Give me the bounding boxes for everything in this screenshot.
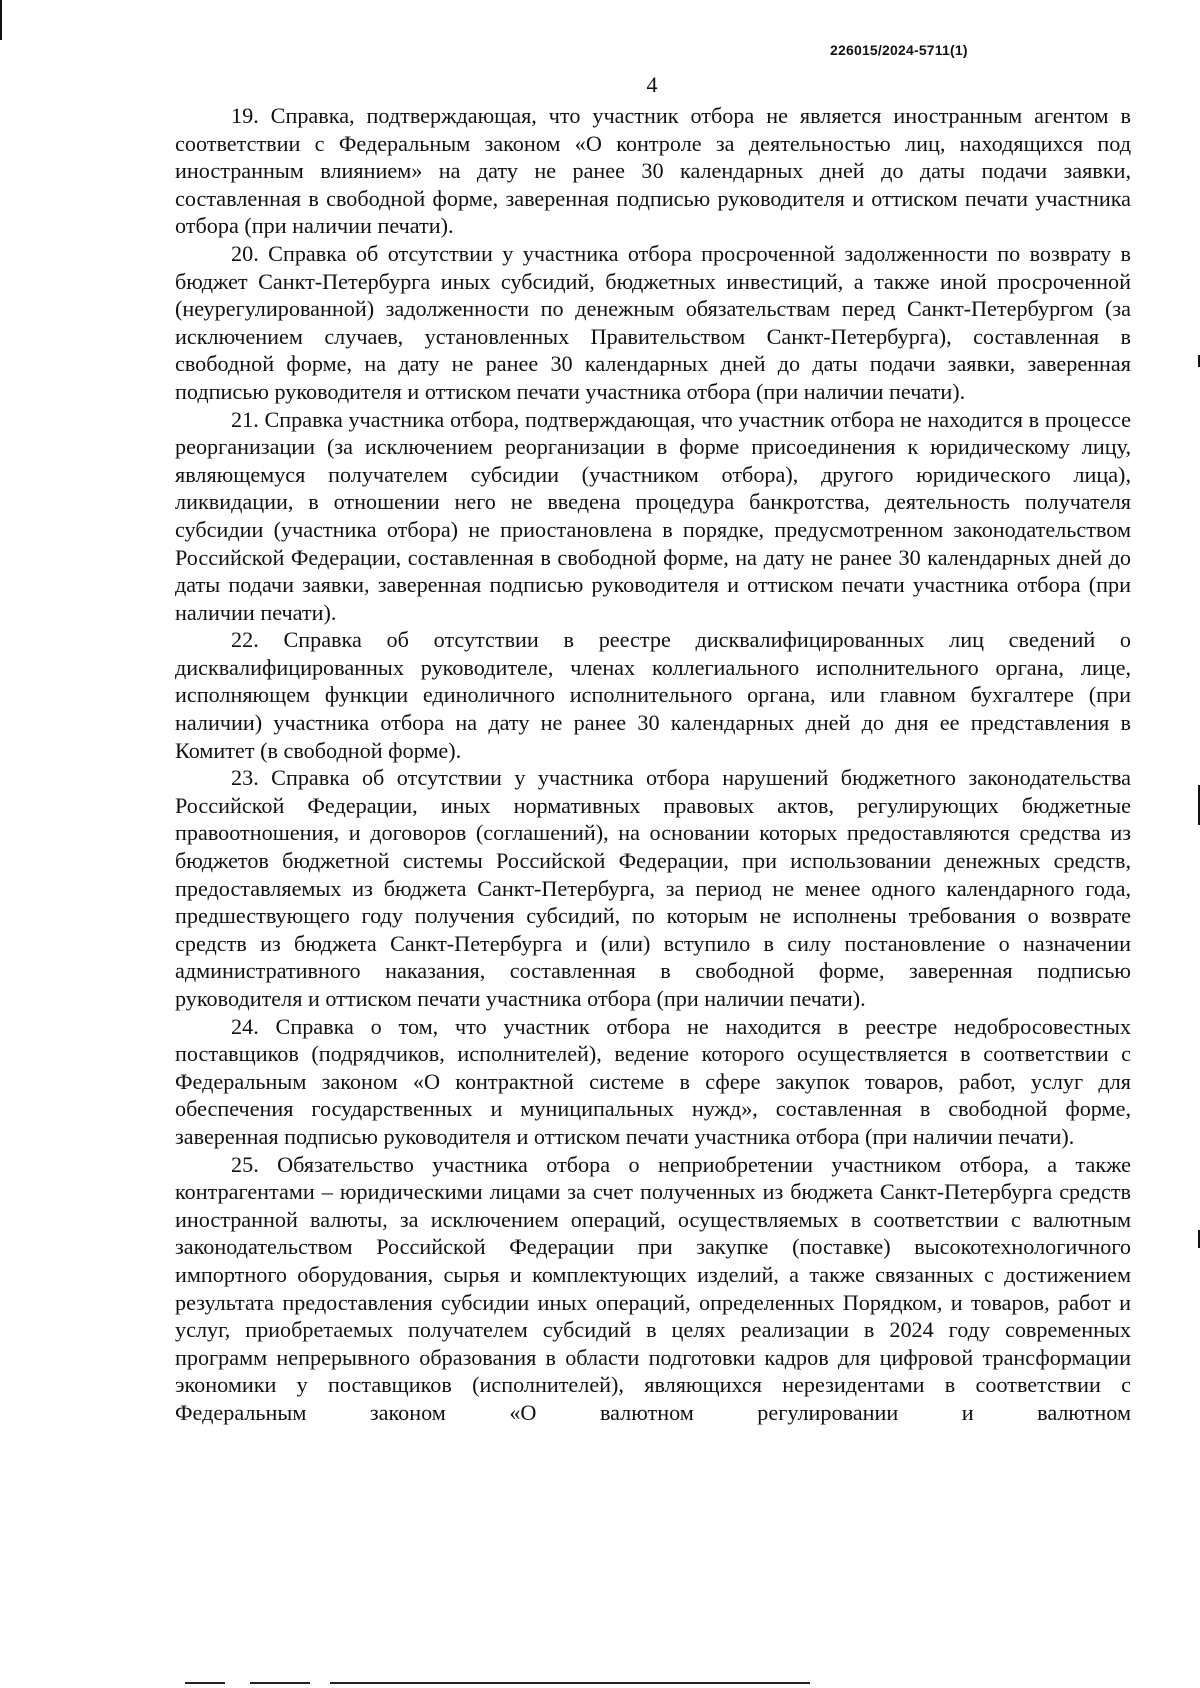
paragraph-20: 20. Справка об отсутствии у участника отбора просроченной задолженности по возврату в бюджет Санкт-Петербурга иных субсидий, бюджетных инвестиций, а также иной просроченной (неурегулированной) задолженности по денежным обязательствам перед Санкт-Петербургом (за исключением случаев, установленных Правительством Санкт-Петербурга), составленная в свободной форме, на дату не ранее 30 календарных дней до даты подачи заявки, заверенная подписью руководителя и оттиском печати участника отбора (при наличии печати). (175, 240, 1131, 404)
paragraph-24: 24. Справка о том, что участник отбора не находится в реестре недобросовестных поставщиков (подрядчиков, исполнителей), ведение которого осуществляется в соответствии с Федеральным законом «О контрактной системе в сфере закупок товаров, работ, услуг для обеспечения государственных и муниципальных нужд», составленная в свободной форме, заверенная подписью руководителя и оттиском печати участника отбора (при наличии печати). (175, 1013, 1131, 1149)
document-registration-number: 226015/2024-5711(1) (830, 42, 968, 58)
paragraph-25: 25. Обязательство участника отбора о неприобретении участником отбора, а также контрагентами – юридическими лицами за счет полученных из бюджета Санкт-Петербурга средств иностранной валюты, за исключением операций, осуществляемых в соответствии с валютным законодательством Российской Федерации при закупке (поставке) высокотехнологичного импортного оборудования, сырья и комплектующих изделий, а также связанных с достижением результата предоставления субсидии иных операций, определенных Порядком, и товаров, работ и услуг, приобретаемых получателем субсидий в целях реализации в 2024 году современных программ непрерывного образования в области подготовки кадров для цифровой трансформации экономики у поставщиков (исполнителей), являющихся нерезидентами в соответствии с Федеральным законом «О валютном регулировании и валютном (175, 1151, 1131, 1425)
scan-edge-mark (0, 0, 2, 40)
paragraph-21: 21. Справка участника отбора, подтверждающая, что участник отбора не находится в процессе реорганизации (за исключением реорганизации в форме присоединения к юридическому лицу, являющемуся получателем субсидии (участником отбора), другого юридического лица), ликвидации, в отношении него не введена процедура банкротства, деятельность получателя субсидии (участника отбора) не приостановлена в порядке, предусмотренном законодательством Российской Федерации, составленная в свободной форме, на дату не ранее 30 календарных дней до даты подачи заявки, заверенная подписью руководителя и оттиском печати участника отбора (при наличии печати). (175, 406, 1131, 625)
scan-bottom-line (330, 1682, 810, 1684)
page-number: 4 (646, 72, 658, 97)
paragraph-19: 19. Справка, подтверждающая, что участник отбора не является иностранным агентом в соответствии с Федеральным законом «О контроле за деятельностью лиц, находящихся под иностранным влиянием» на дату не ранее 30 календарных дней до даты подачи заявки, составленная в свободной форме, заверенная подписью руководителя и оттиском печати участника отбора (при наличии печати). (175, 103, 1131, 239)
paragraph-22: 22. Справка об отсутствии в реестре дисквалифицированных лиц сведений о дисквалифицированных руководителе, членах коллегиального исполнительного органа, лице, исполняющем функции единоличного исполнительного органа, или главном бухгалтере (при наличии) участника отбора на дату не ранее 30 календарных дней до дня ее представления в Комитет (в свободной форме). (175, 627, 1131, 763)
paragraph-23: 23. Справка об отсутствии у участника отбора нарушений бюджетного законодательства Российской Федерации, иных нормативных правовых актов, регулирующих бюджетные правоотношения, и договоров (соглашений), на основании которых предоставляются средства из бюджетов бюджетной системы Российской Федерации, при использовании денежных средств, предоставляемых из бюджета Санкт-Петербурга, за период не менее одного календарного года, предшествующего году получения субсидий, по которым не исполнены требования о возврате средств из бюджета Санкт-Петербурга и (или) вступило в силу постановление о назначении административного наказания, составленная в свободной форме, заверенная подписью руководителя и оттиском печати участника отбора (при наличии печати). (175, 765, 1131, 1011)
document-body (175, 102, 1131, 1427)
scan-bottom-line (250, 1682, 310, 1684)
scan-bottom-line (185, 1682, 225, 1684)
